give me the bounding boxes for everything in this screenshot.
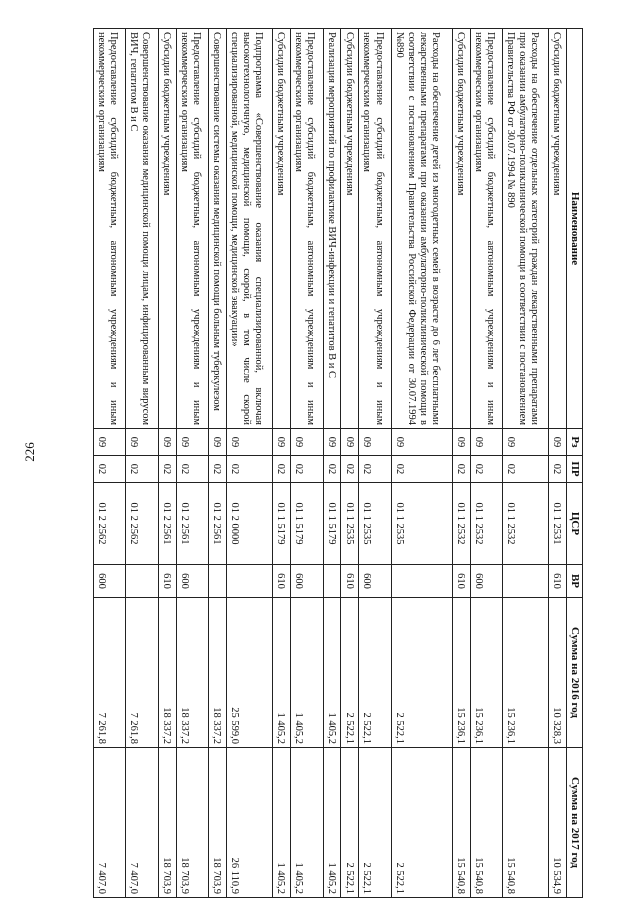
row-name-cell: Субсидии бюджетным учреждениям	[341, 29, 359, 429]
row-sum-2016-cell: 15 236,1	[470, 598, 502, 748]
row-vr-cell	[208, 565, 226, 598]
row-vr-cell: 610	[273, 565, 291, 598]
row-pr-cell: 02	[126, 456, 158, 483]
table-row	[226, 29, 273, 898]
row-rz-cell: 09	[391, 429, 452, 456]
row-csr-cell: 01 1 5179	[323, 483, 341, 565]
row-name-cell: Реализация мероприятий по профилактике ВИЧ-инфекции и гепатитов В и С	[323, 29, 341, 429]
table-row	[359, 29, 391, 898]
row-pr-cell: 02	[359, 456, 391, 483]
table-row	[176, 29, 208, 898]
row-vr-cell	[502, 565, 549, 598]
row-rz-cell: 09	[502, 429, 549, 456]
row-csr-cell: 01 1 2532	[452, 483, 470, 565]
row-sum-2017-cell: 2 522,1	[359, 748, 391, 898]
row-rz-cell: 09	[323, 429, 341, 456]
table-row	[549, 29, 567, 898]
row-csr-cell: 01 1 2532	[470, 483, 502, 565]
row-vr-cell: 600	[176, 565, 208, 598]
row-rz-cell: 09	[359, 429, 391, 456]
row-sum-2016-cell: 10 328,3	[549, 598, 567, 748]
row-sum-2017-cell: 7 407,0	[126, 748, 158, 898]
table-row	[452, 29, 470, 898]
row-name-cell: Подпрограмма «Совершенствование оказания специализированной, включая высокотехнологичную, медицинской помощи, скорой, в том числе скорой специализированной, медицинской помощи, медицинской эвакуации»	[226, 29, 273, 429]
row-sum-2016-cell: 7 261,8	[126, 598, 158, 748]
row-name-cell: Субсидии бюджетным учреждениям	[273, 29, 291, 429]
row-sum-2017-cell: 7 407,0	[94, 748, 126, 898]
row-csr-cell: 01 2 0000	[226, 483, 273, 565]
table-row	[391, 29, 452, 898]
row-name-cell: Субсидии бюджетным учреждениям	[452, 29, 470, 429]
row-sum-2016-cell: 2 522,1	[391, 598, 452, 748]
row-vr-cell	[391, 565, 452, 598]
row-sum-2016-cell: 2 522,1	[341, 598, 359, 748]
row-pr-cell: 02	[341, 456, 359, 483]
header-rz: Рз	[567, 429, 583, 456]
table-row	[158, 29, 176, 898]
row-name-cell: Предоставление субсидий бюджетным, автономным учреждениям и иным некоммерческим организациям	[176, 29, 208, 429]
row-sum-2017-cell: 1 405,2	[273, 748, 291, 898]
row-pr-cell: 02	[158, 456, 176, 483]
row-name-cell: Предоставление субсидий бюджетным, автономным учреждениям и иным некоммерческим организациям	[291, 29, 323, 429]
row-vr-cell: 600	[359, 565, 391, 598]
row-vr-cell	[323, 565, 341, 598]
row-csr-cell: 01 1 2532	[502, 483, 549, 565]
table-row	[323, 29, 341, 898]
row-rz-cell: 09	[126, 429, 158, 456]
header-name: Наименование	[567, 29, 583, 429]
row-name-cell: Расходы на обеспечение отдельных категорий граждан лекарственными препаратами при оказании амбулаторно-поликлинической помощи в соответствии с постановлением Правительства РФ от 30.07.1994 № 890	[502, 29, 549, 429]
header-sum-2017: Сумма на 2017 год	[567, 748, 583, 898]
row-sum-2016-cell: 1 405,2	[291, 598, 323, 748]
row-sum-2017-cell: 10 534,9	[549, 748, 567, 898]
table-row	[341, 29, 359, 898]
row-sum-2017-cell: 18 703,9	[208, 748, 226, 898]
row-pr-cell: 02	[226, 456, 273, 483]
row-sum-2017-cell: 15 540,8	[470, 748, 502, 898]
row-csr-cell: 01 2 2561	[158, 483, 176, 565]
table-row	[502, 29, 549, 898]
row-csr-cell: 01 2 2561	[208, 483, 226, 565]
row-sum-2017-cell: 18 703,9	[158, 748, 176, 898]
row-vr-cell: 600	[470, 565, 502, 598]
header-pr: ПР	[567, 456, 583, 483]
row-sum-2017-cell: 15 540,8	[452, 748, 470, 898]
row-rz-cell: 09	[208, 429, 226, 456]
table-header-row	[567, 29, 583, 898]
row-sum-2016-cell: 15 236,1	[452, 598, 470, 748]
row-sum-2017-cell: 15 540,8	[502, 748, 549, 898]
row-pr-cell: 02	[208, 456, 226, 483]
row-name-cell: Субсидии бюджетным учреждениям	[158, 29, 176, 429]
row-csr-cell: 01 1 2535	[391, 483, 452, 565]
row-csr-cell: 01 2 2562	[94, 483, 126, 565]
row-pr-cell: 02	[273, 456, 291, 483]
table-row	[273, 29, 291, 898]
row-rz-cell: 09	[291, 429, 323, 456]
row-csr-cell: 01 1 5179	[291, 483, 323, 565]
row-sum-2016-cell: 18 337,2	[208, 598, 226, 748]
row-vr-cell	[126, 565, 158, 598]
row-rz-cell: 09	[341, 429, 359, 456]
row-rz-cell: 09	[176, 429, 208, 456]
row-csr-cell: 01 1 2535	[359, 483, 391, 565]
row-pr-cell: 02	[176, 456, 208, 483]
row-name-cell: Субсидии бюджетным учреждениям	[549, 29, 567, 429]
row-csr-cell: 01 2 2562	[126, 483, 158, 565]
row-vr-cell	[226, 565, 273, 598]
row-name-cell: Совершенствование системы оказания медицинской помощи больным туберкулезом	[208, 29, 226, 429]
row-vr-cell: 610	[549, 565, 567, 598]
row-sum-2016-cell: 7 261,8	[94, 598, 126, 748]
row-vr-cell: 610	[452, 565, 470, 598]
row-rz-cell: 09	[470, 429, 502, 456]
row-sum-2016-cell: 1 405,2	[273, 598, 291, 748]
page-number: 226	[22, 442, 37, 462]
header-csr: ЦСР	[567, 483, 583, 565]
row-pr-cell: 02	[549, 456, 567, 483]
row-vr-cell: 610	[158, 565, 176, 598]
header-vr: ВР	[567, 565, 583, 598]
row-name-cell: Предоставление субсидий бюджетным, автономным учреждениям и иным некоммерческим организациям	[94, 29, 126, 429]
row-rz-cell: 09	[226, 429, 273, 456]
row-sum-2017-cell: 2 522,1	[391, 748, 452, 898]
row-pr-cell: 02	[452, 456, 470, 483]
rotated-table-container	[93, 28, 583, 897]
row-csr-cell: 01 1 5179	[273, 483, 291, 565]
row-rz-cell: 09	[158, 429, 176, 456]
row-sum-2017-cell: 26 110,9	[226, 748, 273, 898]
row-sum-2017-cell: 18 703,9	[176, 748, 208, 898]
table-row	[291, 29, 323, 898]
row-rz-cell: 09	[549, 429, 567, 456]
budget-table	[93, 28, 583, 898]
row-csr-cell: 01 1 2535	[341, 483, 359, 565]
row-sum-2016-cell: 18 337,2	[176, 598, 208, 748]
row-csr-cell: 01 2 2561	[176, 483, 208, 565]
table-row	[470, 29, 502, 898]
table-row	[126, 29, 158, 898]
table-row	[208, 29, 226, 898]
row-name-cell: Совершенствование оказания медицинской помощи лицам, инфицированным вирусом ВИЧ, гепатитом В и С	[126, 29, 158, 429]
row-sum-2016-cell: 1 405,2	[323, 598, 341, 748]
row-pr-cell: 02	[391, 456, 452, 483]
row-rz-cell: 09	[452, 429, 470, 456]
row-vr-cell: 600	[94, 565, 126, 598]
row-pr-cell: 02	[94, 456, 126, 483]
row-vr-cell: 600	[291, 565, 323, 598]
row-sum-2016-cell: 18 337,2	[158, 598, 176, 748]
row-sum-2016-cell: 15 236,1	[502, 598, 549, 748]
row-rz-cell: 09	[94, 429, 126, 456]
row-sum-2017-cell: 1 405,2	[291, 748, 323, 898]
row-pr-cell: 02	[470, 456, 502, 483]
row-name-cell: Расходы на обеспечение детей из многодетных семей в возрасте до 6 лет бесплатными лекарственными препаратами при оказании амбулаторно-поликлинической помощи в соответствии с постановлением Правительства Российской Федерации от 30.07.1994 №890	[391, 29, 452, 429]
row-name-cell: Предоставление субсидий бюджетным, автономным учреждениям и иным некоммерческим организациям	[470, 29, 502, 429]
row-name-cell: Предоставление субсидий бюджетным, автономным учреждениям и иным некоммерческим организациям	[359, 29, 391, 429]
row-csr-cell: 01 1 2531	[549, 483, 567, 565]
row-sum-2017-cell: 2 522,1	[341, 748, 359, 898]
row-sum-2016-cell: 25 599,0	[226, 598, 273, 748]
header-sum-2016: Сумма на 2016 год	[567, 598, 583, 748]
row-sum-2017-cell: 1 405,2	[323, 748, 341, 898]
row-pr-cell: 02	[502, 456, 549, 483]
row-pr-cell: 02	[291, 456, 323, 483]
row-pr-cell: 02	[323, 456, 341, 483]
row-vr-cell: 610	[341, 565, 359, 598]
row-rz-cell: 09	[273, 429, 291, 456]
row-sum-2016-cell: 2 522,1	[359, 598, 391, 748]
table-row	[94, 29, 126, 898]
